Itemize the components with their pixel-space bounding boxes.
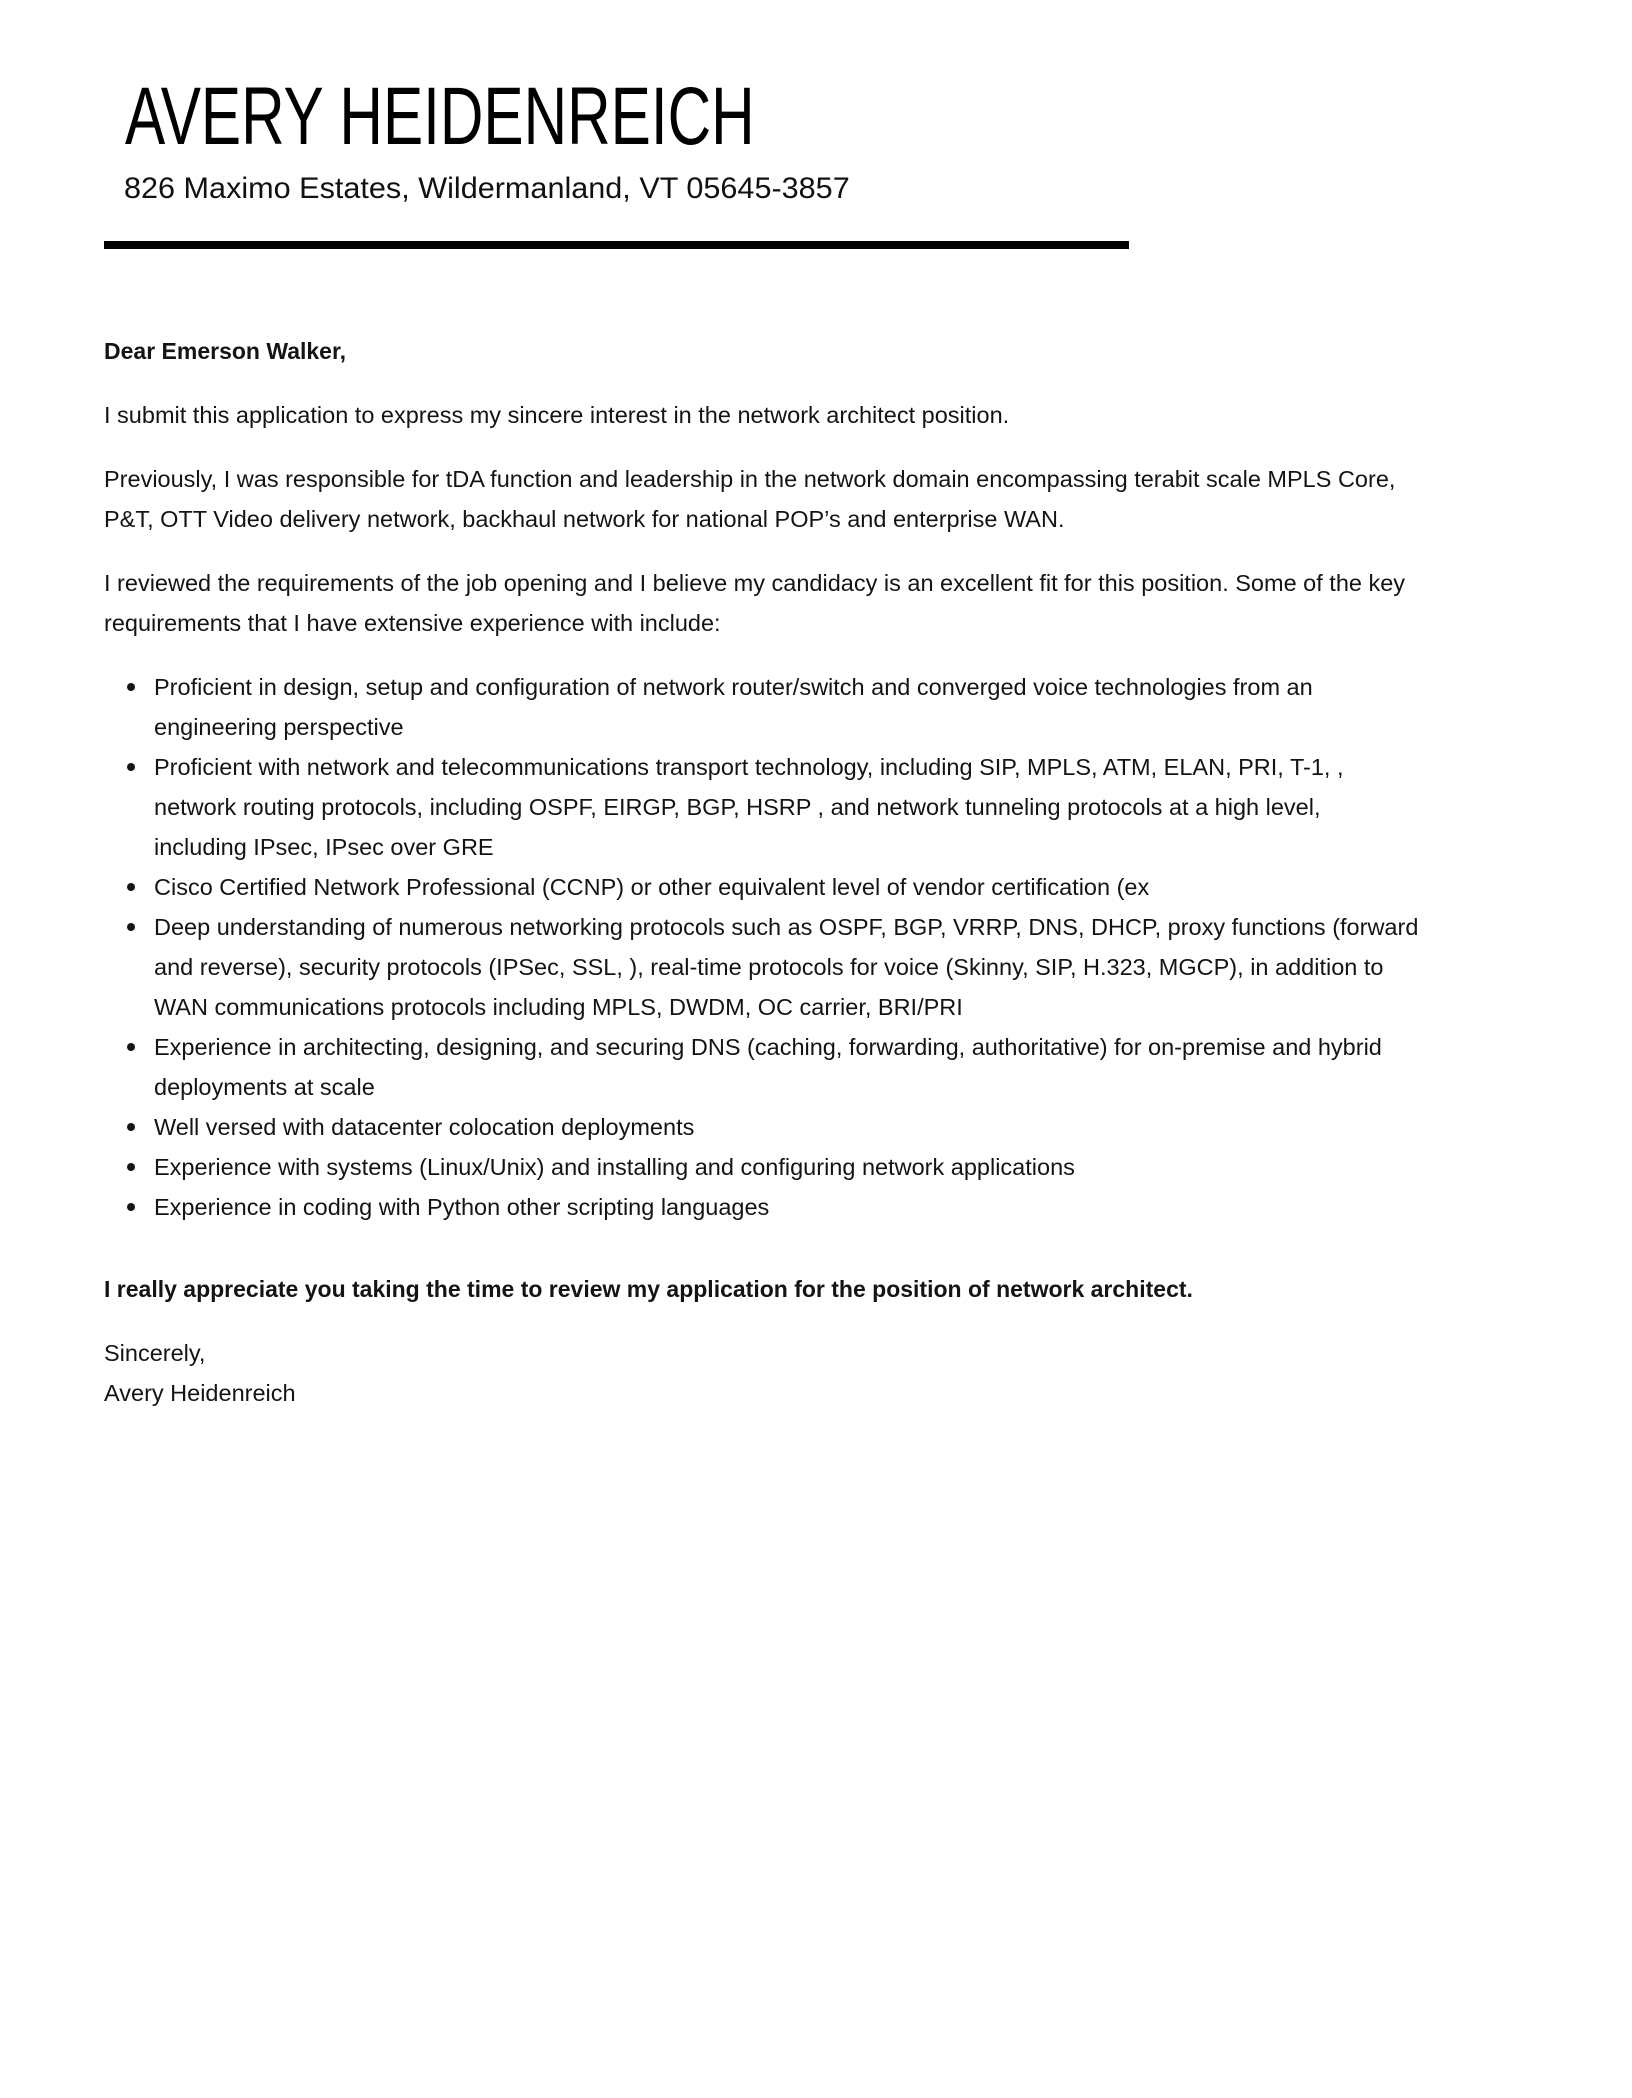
list-item-line: Experience with systems (Linux/Unix) and installing and configuring network applications [154,1154,1075,1180]
list-item-line: including IPsec, IPsec over GRE [154,834,494,860]
list-item-line: WAN communications protocols including MPLS, DWDM, OC carrier, BRI/PRI [154,994,963,1020]
list-item [104,1027,1528,1107]
list-item [104,1187,1528,1227]
signature: Avery Heidenreich [104,1380,296,1406]
list-item-line: and reverse), security protocols (IPSec, SSL, ), real-time protocols for voice (Skinny, SIP, H.323, MGCP), in addition to [154,954,1384,980]
list-item-line: deployments at scale [154,1074,375,1100]
bullet-icon [127,763,135,771]
list-item-line: Well versed with datacenter colocation deployments [154,1114,695,1140]
list-item-line: Proficient in design, setup and configuration of network router/switch and converged voice technologies from an [154,674,1313,700]
bullet-icon [127,883,135,891]
paragraph-line: I reviewed the requirements of the job opening and I believe my candidacy is an excellent fit for this position. Some of the key [104,570,1406,596]
paragraph-line: Previously, I was responsible for tDA function and leadership in the network domain encompassing terabit scale MPLS Core, [104,466,1396,492]
list-item [104,747,1528,867]
applicant-address: 826 Maximo Estates, Wildermanland, VT 05645-3857 [124,172,850,205]
list-item [104,667,1528,747]
list-item [104,1147,1528,1187]
list-item-line: network routing protocols, including OSPF, EIRGP, BGP, HSRP , and network tunneling protocols at a high level, [154,794,1321,820]
list-item-line: Proficient with network and telecommunications transport technology, including SIP, MPLS, ATM, ELAN, PRI, T-1, , [154,754,1344,780]
letter-body [104,331,1528,1413]
list-item-line: Cisco Certified Network Professional (CCNP) or other equivalent level of vendor certification (ex [154,874,1150,900]
applicant-name: AVERY HEIDENREICH [125,71,755,162]
bullet-icon [127,923,135,931]
list-item-line: Deep understanding of numerous networking protocols such as OSPF, BGP, VRRP, DNS, DHCP, proxy functions (forward [154,914,1419,940]
bullet-icon [127,1163,135,1171]
bullet-icon [127,1203,135,1211]
list-item [104,907,1528,1027]
closing-statement: I really appreciate you taking the time to review my application for the position of network architect. [104,1276,1193,1302]
requirements-list [104,667,1528,1227]
paragraph-line: P&T, OTT Video delivery network, backhaul network for national POP’s and enterprise WAN. [104,506,1065,532]
bullet-icon [127,1043,135,1051]
signoff-block [104,1333,1528,1413]
list-item-line: engineering perspective [154,714,404,740]
bullet-icon [127,1123,135,1131]
salutation: Dear Emerson Walker, [104,338,347,364]
experience-paragraph [104,459,1528,539]
signoff: Sincerely, [104,1340,206,1366]
paragraph-line: I submit this application to express my sincere interest in the network architect position. [104,402,1010,428]
intro-paragraph [104,395,1528,435]
bullet-icon [127,683,135,691]
list-item [104,1107,1528,1147]
paragraph-line: requirements that I have extensive experience with include: [104,610,721,636]
list-item-line: Experience in architecting, designing, and securing DNS (caching, forwarding, authoritative) for on-premise and hybrid [154,1034,1382,1060]
list-item-line: Experience in coding with Python other scripting languages [154,1194,770,1220]
requirements-intro-paragraph [104,563,1528,643]
list-item [104,867,1528,907]
header-divider [104,241,1129,249]
